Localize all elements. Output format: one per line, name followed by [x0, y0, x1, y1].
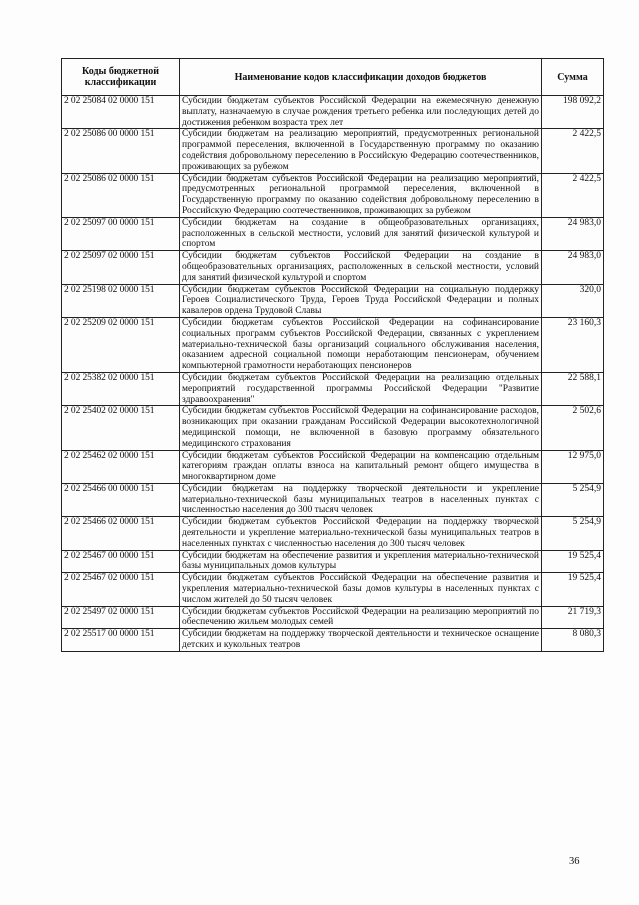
header-amount: Сумма [542, 59, 604, 96]
row-code: 2 02 25467 00 0000 151 [62, 550, 180, 573]
row-code: 2 02 25466 00 0000 151 [62, 483, 180, 516]
row-amount: 5 254,9 [542, 517, 604, 550]
row-code: 2 02 25497 02 0000 151 [62, 606, 180, 629]
row-amount: 24 983,0 [542, 251, 604, 284]
table-row [62, 217, 604, 250]
row-amount: 2 422,5 [542, 173, 604, 217]
table-row [62, 517, 604, 550]
header-name: Наименование кодов классификации доходов бюджетов [180, 59, 542, 96]
budget-revenue-table [61, 58, 604, 652]
row-amount: 23 160,3 [542, 317, 604, 372]
row-amount: 8 080,3 [542, 629, 604, 652]
table-row [62, 129, 604, 173]
row-amount: 5 254,9 [542, 483, 604, 516]
row-name: Субсидии бюджетам субъектов Российской Федерации на компенсацию отдельным категориям граждан оплаты взноса на капитальный ремонт общего имущества в многоквартирном доме [180, 450, 542, 483]
table-row [62, 251, 604, 284]
row-name: Субсидии бюджетам субъектов Российской Федерации на обеспечение развития и укрепления материально-технической базы домов культуры в населенных пунктах с числом жителей до 50 тысяч человек [180, 573, 542, 606]
table-row [62, 173, 604, 217]
row-name: Субсидии бюджетам субъектов Российской Федерации на поддержку творческой деятельности и укрепление материально-технической базы муниципальных театров в населенных пунктах с численностью населения до 300 тысяч человек [180, 517, 542, 550]
row-name: Субсидии бюджетам субъектов Российской Федерации на софинансирование социальных программ субъектов Российской Федерации, связанных с укреплением материально-технической базы организаций социального обслуживания населения, оказанием адресной социальной помощи неработающим пенсионерам, обучением компьютерной грамотности неработающих пенсионеров [180, 317, 542, 372]
table-row [62, 606, 604, 629]
row-amount: 198 092,2 [542, 96, 604, 129]
row-code: 2 02 25517 00 0000 151 [62, 629, 180, 652]
table-row [62, 483, 604, 516]
row-name: Субсидии бюджетам на поддержку творческой деятельности и укрепление материально-технической базы муниципальных театров в населенных пунктах с численностью населения до 300 тысяч человек [180, 483, 542, 516]
row-name: Субсидии бюджетам субъектов Российской Федерации на создание в общеобразовательных организациях, расположенных в сельской местности, условий для занятий физической культурой и спортом [180, 251, 542, 284]
table-row [62, 372, 604, 405]
row-name: Субсидии бюджетам на поддержку творческой деятельности и техническое оснащение детских и кукольных театров [180, 629, 542, 652]
row-amount: 19 525,4 [542, 573, 604, 606]
row-amount: 320,0 [542, 284, 604, 317]
row-name: Субсидии бюджетам субъектов Российской Федерации на реализацию мероприятий, предусмотренных региональной программой переселения, включенной в Государственную программу по оказанию содействия добровольному переселению в Российскую Федерацию соотечественников, проживающих за рубежом [180, 173, 542, 217]
row-name: Субсидии бюджетам субъектов Российской Федерации на ежемесячную денежную выплату, назначаемую в случае рождения третьего ребенка или последующих детей до достижения ребенком возраста трех лет [180, 96, 542, 129]
table-row [62, 317, 604, 372]
row-code: 2 02 25209 02 0000 151 [62, 317, 180, 372]
row-code: 2 02 25467 02 0000 151 [62, 573, 180, 606]
row-code: 2 02 25086 02 0000 151 [62, 173, 180, 217]
row-amount: 2 422,5 [542, 129, 604, 173]
row-code: 2 02 25382 02 0000 151 [62, 372, 180, 405]
row-name: Субсидии бюджетам субъектов Российской Федерации на реализацию отдельных мероприятий государственной программы Российской Федерации "Развитие здравоохранения" [180, 372, 542, 405]
row-amount: 12 975,0 [542, 450, 604, 483]
table-row [62, 284, 604, 317]
row-code: 2 02 25084 02 0000 151 [62, 96, 180, 129]
row-name: Субсидии бюджетам субъектов Российской Федерации на социальную поддержку Героев Социалистического Труда, Героев Труда Российской Федерации и полных кавалеров ордена Трудовой Славы [180, 284, 542, 317]
row-code: 2 02 25402 02 0000 151 [62, 406, 180, 450]
row-amount: 22 588,1 [542, 372, 604, 405]
row-code: 2 02 25462 02 0000 151 [62, 450, 180, 483]
row-name: Субсидии бюджетам субъектов Российской Федерации на софинансирование расходов, возникающих при оказании гражданам Российской Федерации высокотехнологичной медицинской помощи, не включенной в базовую программу обязательного медицинского страхования [180, 406, 542, 450]
table-row [62, 450, 604, 483]
row-name: Субсидии бюджетам на создание в общеобразовательных организациях, расположенных в сельской местности, условий для занятий физической культурой и спортом [180, 217, 542, 250]
page-number: 36 [569, 856, 580, 867]
row-code: 2 02 25198 02 0000 151 [62, 284, 180, 317]
table-row [62, 550, 604, 573]
row-amount: 19 525,4 [542, 550, 604, 573]
table-row [62, 96, 604, 129]
row-amount: 21 719,3 [542, 606, 604, 629]
row-name: Субсидии бюджетам на реализацию мероприятий, предусмотренных региональной программой переселения, включенной в Государственную программу по оказанию содействия добровольному переселению в Российскую Федерацию соотечественников, проживающих за рубежом [180, 129, 542, 173]
row-code: 2 02 25097 02 0000 151 [62, 251, 180, 284]
header-code: Коды бюджетной классификации [62, 59, 180, 96]
table-row [62, 406, 604, 450]
row-code: 2 02 25086 00 0000 151 [62, 129, 180, 173]
table-row [62, 629, 604, 652]
row-amount: 2 502,6 [542, 406, 604, 450]
row-amount: 24 983,0 [542, 217, 604, 250]
row-code: 2 02 25097 00 0000 151 [62, 217, 180, 250]
table-header-row [62, 59, 604, 96]
row-name: Субсидии бюджетам субъектов Российской Федерации на реализацию мероприятий по обеспечению жильем молодых семей [180, 606, 542, 629]
row-name: Субсидии бюджетам на обеспечение развития и укрепления материально-технической базы муниципальных домов культуры [180, 550, 542, 573]
row-code: 2 02 25466 02 0000 151 [62, 517, 180, 550]
table-row [62, 573, 604, 606]
